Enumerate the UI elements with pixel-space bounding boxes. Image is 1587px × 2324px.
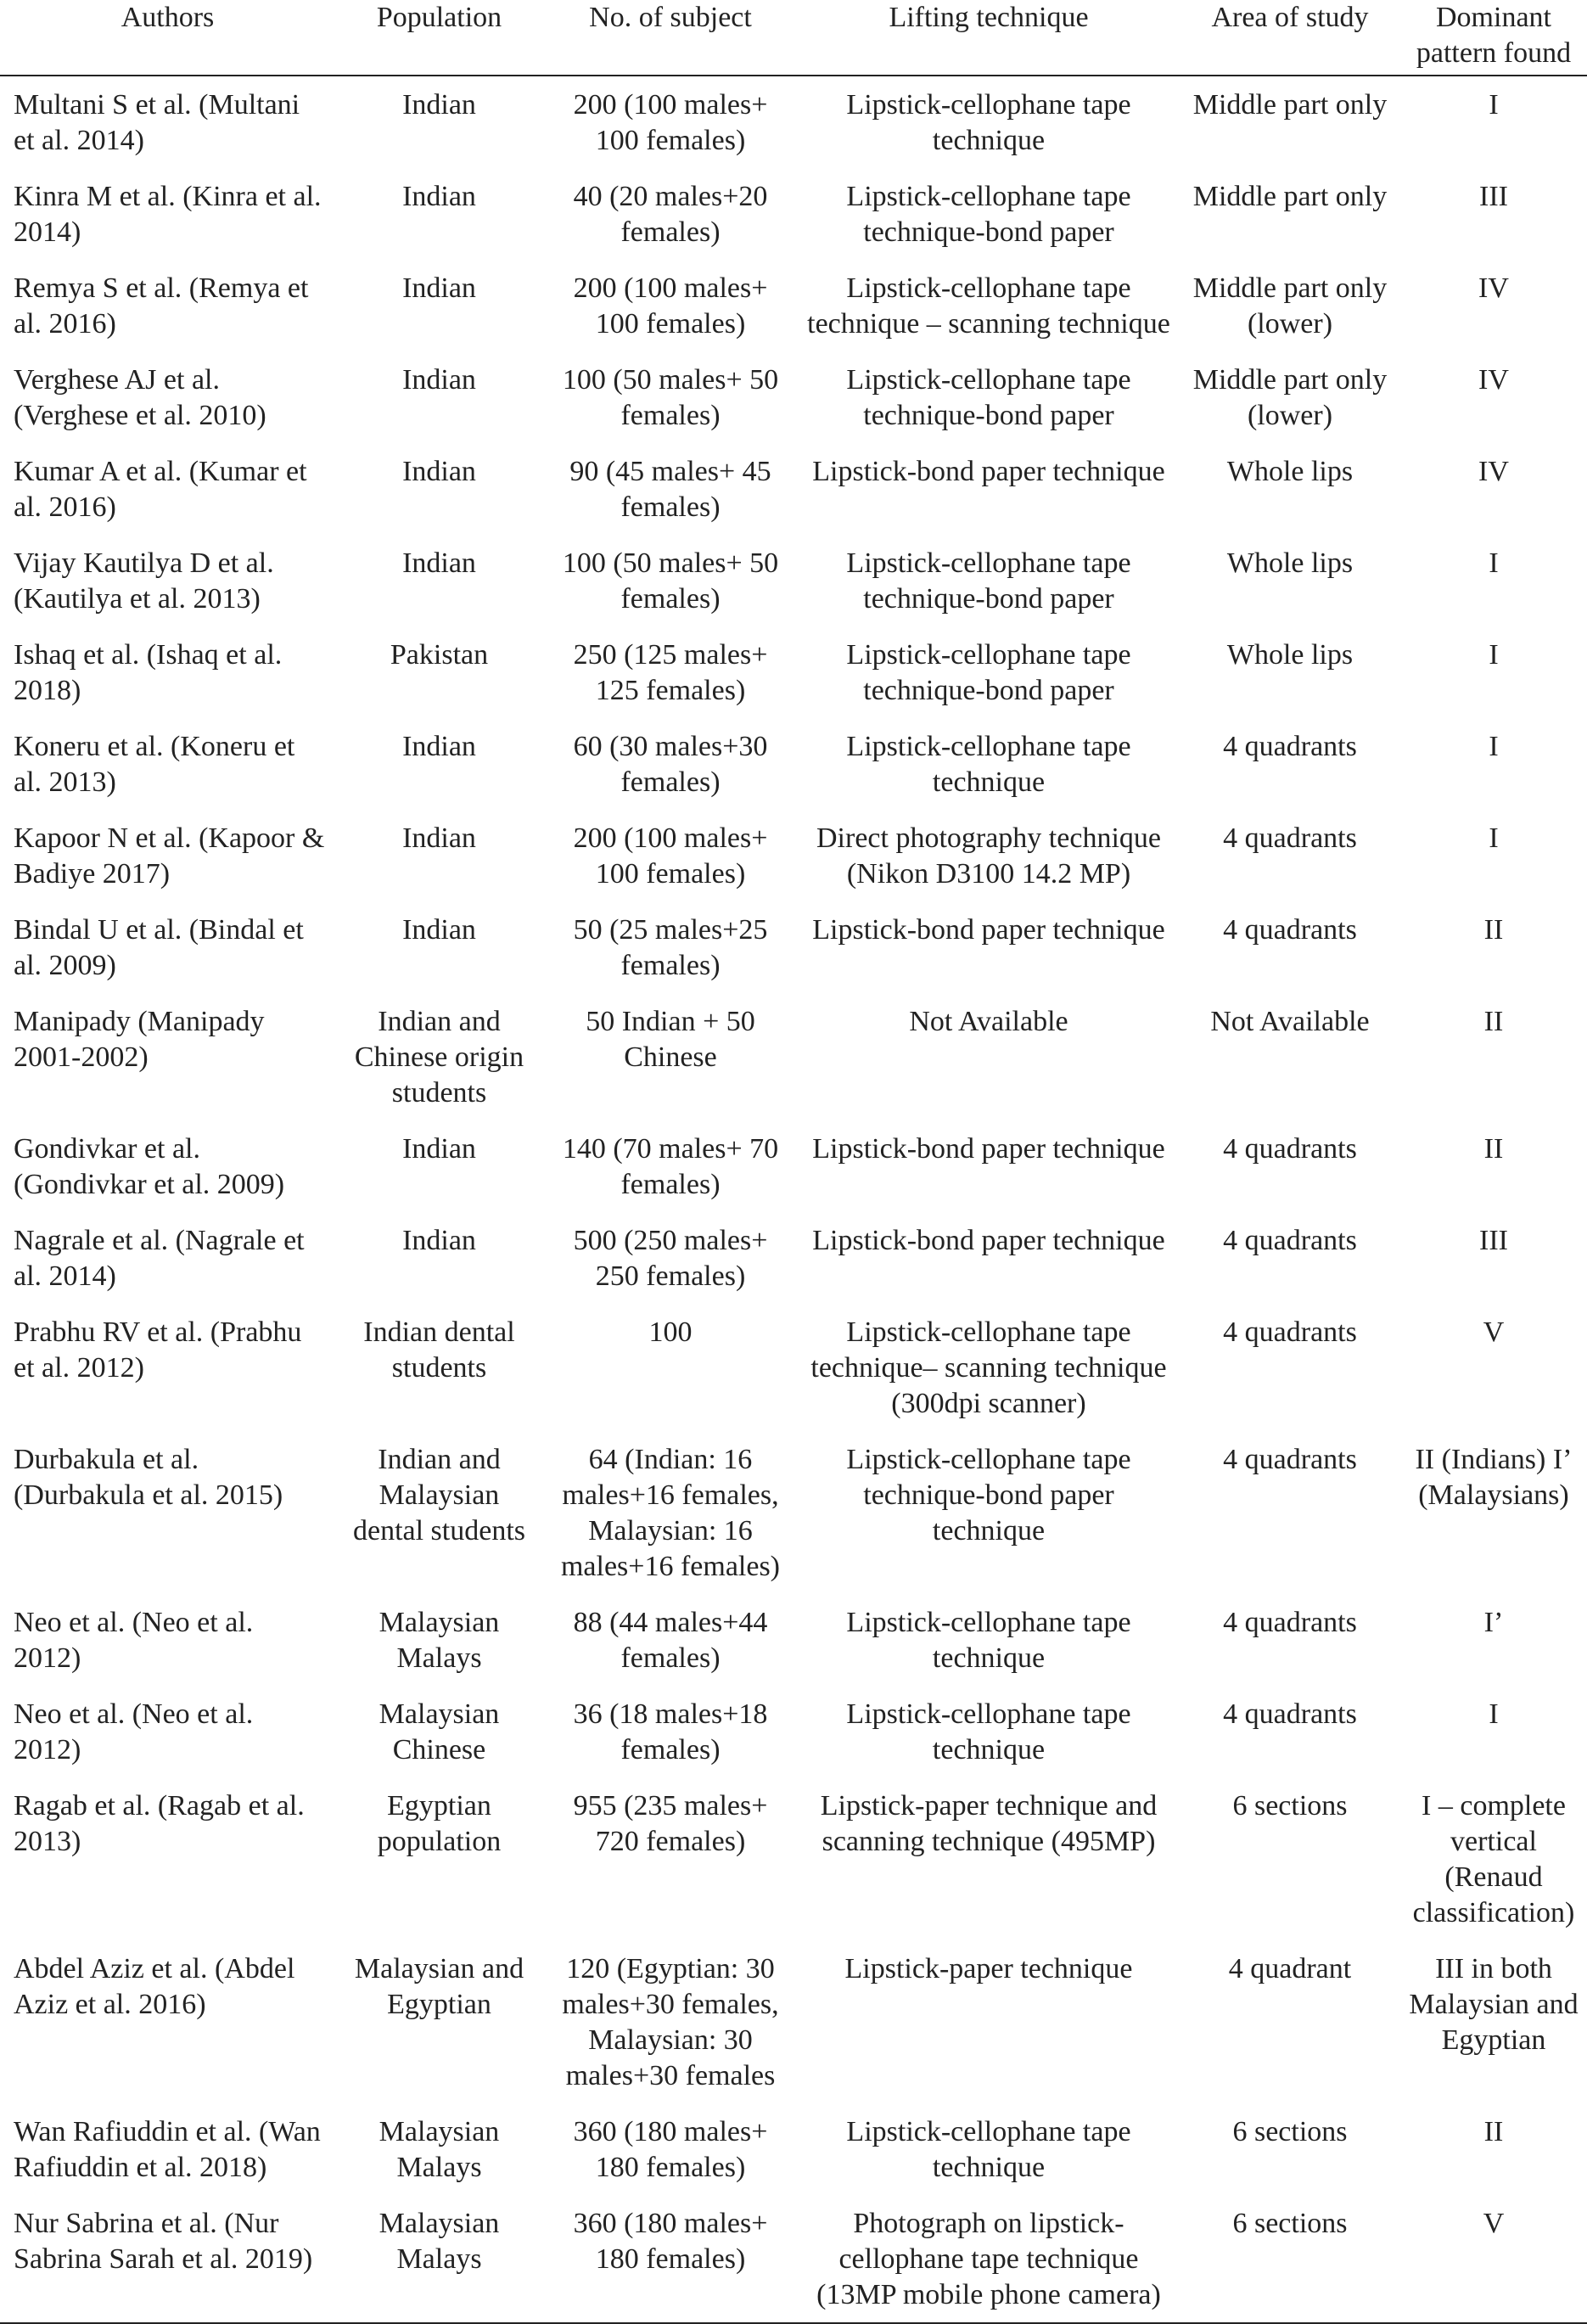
- cell-no-of-subject: 50 Indian + 50 Chinese: [586, 1006, 755, 1073]
- table-row: [0, 1120, 1587, 1212]
- cell-population: Indian: [402, 1225, 476, 1256]
- cell-population: Indian: [402, 731, 476, 762]
- table-row: [0, 2195, 1587, 2323]
- cell-lifting-technique: Lipstick-cellophane tape technique– scanning technique (300dpi scanner): [810, 1316, 1167, 1419]
- table-row: [0, 1777, 1587, 1940]
- table-row: [0, 1431, 1587, 1594]
- cell-no-of-subject: 120 (Egyptian: 30 males+30 females, Malaysian: 30 males+30 females: [562, 1953, 779, 2091]
- cell-no-of-subject: 200 (100 males+ 100 females): [573, 89, 768, 156]
- cell-no-of-subject: 40 (20 males+20 females): [573, 181, 768, 248]
- cell-dominant-pattern: I: [1489, 89, 1499, 121]
- cell-dominant-pattern: I: [1489, 822, 1499, 854]
- cell-dominant-pattern: III in both Malaysian and Egyptian: [1409, 1953, 1579, 2056]
- cell-no-of-subject: 64 (Indian: 16 males+16 females, Malaysian: 16 males+16 females): [560, 1444, 781, 1582]
- cell-no-of-subject: 60 (30 males+30 females): [573, 731, 768, 798]
- cell-population: Indian: [402, 914, 476, 946]
- cell-authors: Ishaq et al. (Ishaq et al. 2018): [14, 639, 283, 706]
- cell-area-of-study: 6 sections: [1180, 2195, 1400, 2323]
- cell-no-of-subject: 50 (25 males+25 females): [573, 914, 768, 981]
- header-dominant-pattern: Dominant pattern found: [1400, 0, 1587, 76]
- cell-authors: Durbakula et al. (Durbakula et al. 2015): [14, 1444, 283, 1511]
- cell-lifting-technique: Lipstick-cellophane tape technique-bond paper: [846, 639, 1131, 706]
- cell-population: Indian: [402, 181, 476, 212]
- header-authors: Authors: [0, 0, 335, 76]
- cell-area-of-study: 6 sections: [1232, 2116, 1348, 2147]
- cell-area-of-study: Middle part only: [1192, 89, 1388, 121]
- cell-dominant-pattern: II: [1483, 2116, 1504, 2147]
- cell-lifting-technique: Lipstick-bond paper technique: [812, 1133, 1165, 1165]
- cell-area-of-study: 4 quadrants: [1223, 1133, 1357, 1165]
- cell-lifting-technique: Lipstick-cellophane tape technique-bond paper: [846, 181, 1131, 248]
- table-body: [0, 76, 1587, 2323]
- cell-area-of-study: 4 quadrants: [1223, 1607, 1357, 1638]
- cell-no-of-subject: 200 (100 males+ 100 females): [573, 822, 768, 890]
- cell-lifting-technique: Lipstick-cellophane tape technique – scanning technique: [807, 272, 1170, 340]
- cell-authors: Kumar A et al. (Kumar et al. 2016): [14, 456, 307, 523]
- cell-authors: Nagrale et al. (Nagrale et al. 2014): [14, 1225, 305, 1292]
- cell-no-of-subject: 90 (45 males+ 45 females): [569, 456, 771, 523]
- table-row: [0, 810, 1587, 901]
- cell-area-of-study: Whole lips: [1226, 639, 1354, 671]
- cell-no-of-subject: 88 (44 males+44 females): [573, 1607, 768, 1674]
- cell-population: Indian: [402, 1133, 476, 1165]
- cell-no-of-subject: 200 (100 males+ 100 females): [573, 272, 768, 340]
- cell-population: Indian: [402, 547, 476, 579]
- cell-population: Indian and Malaysian dental students: [352, 1444, 526, 1547]
- cell-authors: Wan Rafiuddin et al. (Wan Rafiuddin et al. 2018): [14, 2116, 321, 2183]
- table-row: [0, 993, 1587, 1120]
- cell-authors: Bindal U et al. (Bindal et al. 2009): [14, 914, 304, 981]
- cell-dominant-pattern: V: [1483, 1316, 1505, 1348]
- cell-no-of-subject: 955 (235 males+ 720 females): [573, 1790, 768, 1857]
- table-row: [0, 351, 1587, 443]
- cell-dominant-pattern: II (Indians) I’ (Malaysians): [1415, 1444, 1573, 1511]
- table-row: [0, 443, 1587, 535]
- cell-lifting-technique: Lipstick-cellophane tape technique-bond paper: [846, 364, 1131, 431]
- cell-population: Pakistan: [390, 639, 489, 671]
- cell-lifting-technique: Lipstick-cellophane tape technique: [846, 89, 1131, 156]
- cell-population: Indian: [402, 89, 476, 121]
- cell-authors: Remya S et al. (Remya et al. 2016): [14, 272, 309, 340]
- cell-lifting-technique: Direct photography technique (Nikon D3100 14.2 MP): [816, 822, 1161, 890]
- table-row: [0, 76, 1587, 168]
- cell-dominant-pattern: I’: [1483, 1607, 1504, 1638]
- cell-dominant-pattern: IV: [1478, 272, 1509, 304]
- table-row: [0, 1940, 1587, 2103]
- cell-authors: Neo et al. (Neo et al. 2012): [14, 1607, 254, 1674]
- cell-area-of-study: Middle part only (lower): [1192, 364, 1388, 431]
- cell-dominant-pattern: V: [1400, 2195, 1587, 2323]
- cell-dominant-pattern: I: [1489, 547, 1499, 579]
- cell-lifting-technique: Lipstick-cellophane tape technique: [846, 731, 1131, 798]
- cell-authors: Kinra M et al. (Kinra et al. 2014): [14, 181, 322, 248]
- cell-dominant-pattern: I: [1489, 639, 1499, 671]
- cell-area-of-study: Middle part only: [1192, 181, 1388, 212]
- cell-population: Egyptian population: [377, 1790, 502, 1857]
- cell-lifting-technique: Lipstick-bond paper technique: [812, 914, 1165, 946]
- cell-authors: Neo et al. (Neo et al. 2012): [14, 1698, 254, 1765]
- cell-authors: Abdel Aziz et al. (Abdel Aziz et al. 2016): [14, 1953, 295, 2020]
- cell-population: Indian and Chinese origin students: [354, 1006, 524, 1109]
- cell-population: Malaysian Chinese: [379, 1698, 500, 1765]
- cell-lifting-technique: Lipstick-cellophane tape technique-bond paper: [846, 547, 1131, 615]
- cell-lifting-technique: Lipstick-cellophane tape technique: [846, 1698, 1131, 1765]
- cell-area-of-study: Middle part only (lower): [1192, 272, 1388, 340]
- table-row: [0, 901, 1587, 993]
- cell-area-of-study: 4 quadrants: [1223, 731, 1357, 762]
- cell-dominant-pattern: III: [1479, 1225, 1508, 1256]
- cell-lifting-technique: Lipstick-cellophane tape technique: [846, 1607, 1131, 1674]
- table-row: [0, 1304, 1587, 1431]
- cell-dominant-pattern: III: [1479, 181, 1508, 212]
- cell-area-of-study: 4 quadrants: [1223, 822, 1357, 854]
- header-area-of-study: Area of study: [1180, 0, 1400, 76]
- cell-dominant-pattern: IV: [1478, 456, 1509, 487]
- cell-population: Malaysian and Egyptian: [354, 1953, 524, 2020]
- cell-authors: Gondivkar et al. (Gondivkar et al. 2009): [14, 1133, 285, 1200]
- cell-area-of-study: 4 quadrants: [1223, 1225, 1357, 1256]
- cell-lifting-technique: Not Available: [909, 1006, 1068, 1037]
- cell-population: Indian: [402, 456, 476, 487]
- cell-authors: Koneru et al. (Koneru et al. 2013): [14, 731, 295, 798]
- cell-population: Indian dental students: [363, 1316, 515, 1384]
- cell-authors: Vijay Kautilya D et al. (Kautilya et al. 2013): [14, 547, 274, 615]
- cell-lifting-technique: Lipstick-paper technique: [844, 1953, 1133, 1984]
- cell-authors: Prabhu RV et al. (Prabhu et al. 2012): [14, 1316, 302, 1384]
- cell-authors: Manipady (Manipady 2001-2002): [14, 1006, 265, 1073]
- cell-dominant-pattern: II: [1483, 1006, 1504, 1037]
- cell-population: Malaysian Malays: [379, 1607, 500, 1674]
- cell-area-of-study: 4 quadrants: [1223, 1316, 1357, 1348]
- header-row: [0, 0, 1587, 76]
- cell-population: Malaysian Malays: [335, 2195, 543, 2323]
- cell-authors: Verghese AJ et al. (Verghese et al. 2010): [14, 364, 266, 431]
- header-population: Population: [335, 0, 543, 76]
- table-row: [0, 260, 1587, 351]
- cell-authors: Nur Sabrina et al. (Nur Sabrina Sarah et al. 2019): [0, 2195, 335, 2323]
- table-row: [0, 168, 1587, 260]
- cell-area-of-study: Not Available: [1210, 1006, 1370, 1037]
- cell-dominant-pattern: I: [1489, 731, 1499, 762]
- cell-population: Indian: [402, 822, 476, 854]
- header-lifting-technique: Lifting technique: [798, 0, 1180, 76]
- cell-authors: Kapoor N et al. (Kapoor & Badiye 2017): [14, 822, 325, 890]
- cell-lifting-technique: Lipstick-paper technique and scanning technique (495MP): [820, 1790, 1158, 1857]
- cell-no-of-subject: 360 (180 males+ 180 females): [573, 2116, 768, 2183]
- cell-lifting-technique: Lipstick-cellophane tape technique-bond paper technique: [846, 1444, 1131, 1547]
- cell-no-of-subject: 36 (18 males+18 females): [573, 1698, 768, 1765]
- table-row: [0, 2103, 1587, 2195]
- cell-lifting-technique: Photograph on lipstick-cellophane tape technique (13MP mobile phone camera): [798, 2195, 1180, 2323]
- cell-authors: Ragab et al. (Ragab et al. 2013): [14, 1790, 305, 1857]
- cell-no-of-subject: 360 (180 males+ 180 females): [543, 2195, 798, 2323]
- table-header: [0, 0, 1587, 76]
- cell-population: Malaysian Malays: [379, 2116, 500, 2183]
- cell-dominant-pattern: II: [1483, 914, 1504, 946]
- cell-area-of-study: 6 sections: [1232, 1790, 1348, 1822]
- cell-dominant-pattern: IV: [1478, 364, 1509, 396]
- header-no-of-subject: No. of subject: [543, 0, 798, 76]
- cell-no-of-subject: 100: [648, 1316, 693, 1348]
- cell-dominant-pattern: I: [1489, 1698, 1499, 1730]
- cell-area-of-study: 4 quadrants: [1223, 1444, 1357, 1475]
- cell-area-of-study: 4 quadrants: [1223, 1698, 1357, 1730]
- cell-no-of-subject: 100 (50 males+ 50 females): [562, 547, 779, 615]
- cell-area-of-study: 4 quadrants: [1223, 914, 1357, 946]
- cell-no-of-subject: 500 (250 males+ 250 females): [573, 1225, 768, 1292]
- cell-dominant-pattern: I – complete vertical (Renaud classification): [1412, 1790, 1575, 1928]
- cell-lifting-technique: Lipstick-cellophane tape technique: [846, 2116, 1131, 2183]
- cell-population: Indian: [402, 272, 476, 304]
- cell-no-of-subject: 250 (125 males+ 125 females): [573, 639, 768, 706]
- cell-no-of-subject: 100 (50 males+ 50 females): [562, 364, 779, 431]
- cell-authors: Multani S et al. (Multani et al. 2014): [14, 89, 300, 156]
- cell-area-of-study: Whole lips: [1226, 547, 1354, 579]
- table-row: [0, 1212, 1587, 1304]
- cell-lifting-technique: Lipstick-bond paper technique: [812, 1225, 1165, 1256]
- cell-no-of-subject: 140 (70 males+ 70 females): [562, 1133, 779, 1200]
- table-row: [0, 626, 1587, 718]
- table-row: [0, 535, 1587, 626]
- cell-population: Indian: [402, 364, 476, 396]
- table-row: [0, 718, 1587, 810]
- cell-area-of-study: 4 quadrant: [1228, 1953, 1352, 1984]
- cell-lifting-technique: Lipstick-bond paper technique: [812, 456, 1165, 487]
- cell-area-of-study: Whole lips: [1226, 456, 1354, 487]
- cell-dominant-pattern: II: [1483, 1133, 1504, 1165]
- table-row: [0, 1686, 1587, 1777]
- table-row: [0, 1594, 1587, 1686]
